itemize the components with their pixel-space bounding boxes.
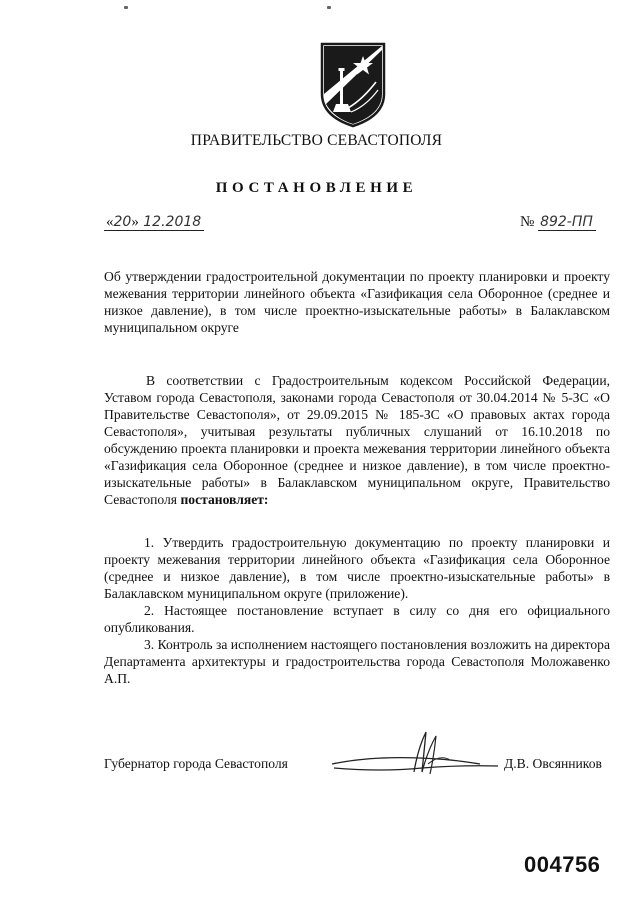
document-date <box>104 214 204 231</box>
preamble <box>104 372 610 508</box>
handwritten-signature-icon <box>330 728 500 784</box>
serial-number: 004756 <box>524 852 601 877</box>
signatory-title: Губернатор города Севастополя <box>104 756 288 771</box>
list-item: 3. Контроль за исполнением настоящего постановления возложить на директора Департамента архитектуры и градостроительства города Севастополя Моложавенко А.П. <box>104 637 610 686</box>
document-subject: Об утверждении градостроительной документации по проекту планировки и проекту межевания территории линейного объекта «Газификация села Оборонное (среднее и низкое давление), в том числе проектно-изыскательные работы» в Балаклавском муниципальном округе <box>104 269 610 335</box>
number-value: 892-ПП <box>538 214 596 231</box>
date-day: 20 <box>113 214 132 230</box>
list-item: 1. Утвердить градостроительную документацию по проекту планировки и проекту межевания территории линейного объекта «Газификация села Оборонное (среднее и низкое давление), в том числе проектно-изыскательные работы» в Балаклавском муниципальном округе (приложение). <box>104 535 610 601</box>
government-name: ПРАВИТЕЛЬСТВО СЕВАСТОПОЛЯ <box>190 132 443 149</box>
sevastopol-coat-of-arms-icon <box>318 42 388 128</box>
date-quote-open: « <box>106 214 114 230</box>
date-quote-close: » <box>131 214 139 230</box>
document-number <box>520 214 596 231</box>
list-item: 2. Настоящее постановление вступает в силу со дня его официального опубликования. <box>104 603 610 635</box>
date-month-year: 12.2018 <box>138 214 202 230</box>
signatory-name: Д.В. Овсянников <box>504 756 602 771</box>
document-type: ПОСТАНОВЛЕНИЕ <box>215 180 418 196</box>
number-label: № <box>520 214 535 230</box>
scan-mark <box>124 6 128 9</box>
preamble-text: В соответствии с Градостроительным кодексом Российской Федерации, Уставом города Севастополя, законами города Севастополя от 30.04.2014 № 5-ЗС «О Правительстве Севастополя», от 29.09.2015 № 185-ЗС «О правовых актах города Севастополя», учитывая результаты публичных слушаний от 16.10.2018 по обсуждению проекта планировки и проекта межевания территории линейного объекта «Газификация села Оборонное (среднее и низкое давление), в том числе проектно-изыскательные работы» в Балаклавском муниципальном округе, Правительство Севастополя <box>104 373 610 507</box>
decree-word: постановляет: <box>180 492 269 507</box>
document-body <box>104 372 610 687</box>
scan-mark <box>327 6 331 9</box>
